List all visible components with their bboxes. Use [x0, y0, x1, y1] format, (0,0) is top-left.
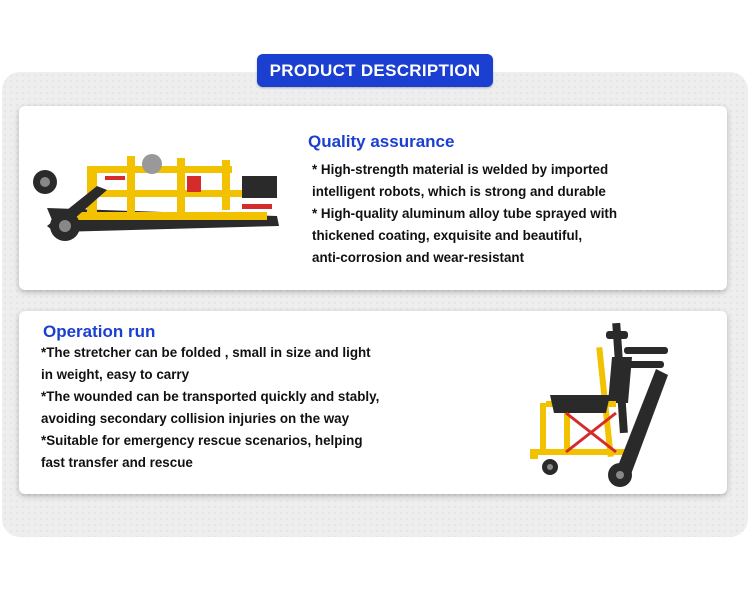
quality-assurance-card	[19, 106, 727, 290]
quality-line: anti-corrosion and wear-resistant	[312, 250, 525, 265]
operation-line: *The wounded can be transported quickly and stably,	[41, 389, 380, 404]
operation-run-card	[19, 311, 727, 494]
quality-line: intelligent robots, which is strong and durable	[312, 184, 606, 199]
quality-assurance-heading: Quality assurance	[308, 132, 455, 151]
operation-line: *The stretcher can be folded , small in size and light	[41, 345, 371, 360]
unfolded-stair-chair-image	[506, 317, 676, 489]
section-title-badge: PRODUCT DESCRIPTION	[257, 54, 493, 87]
folded-stair-chair-image	[27, 146, 295, 256]
quality-assurance-text	[312, 159, 617, 269]
operation-line: fast transfer and rescue	[41, 455, 193, 470]
operation-line: avoiding secondary collision injuries on the way	[41, 411, 350, 426]
quality-line: thickened coating, exquisite and beautiful,	[312, 228, 583, 243]
operation-line: *Suitable for emergency rescue scenarios, helping	[41, 433, 363, 448]
operation-run-text	[41, 342, 379, 474]
quality-line: * High-quality aluminum alloy tube sprayed with	[312, 206, 618, 221]
quality-line: * High-strength material is welded by imported	[312, 162, 609, 177]
operation-run-heading: Operation run	[43, 322, 156, 341]
operation-line: in weight, easy to carry	[41, 367, 190, 382]
